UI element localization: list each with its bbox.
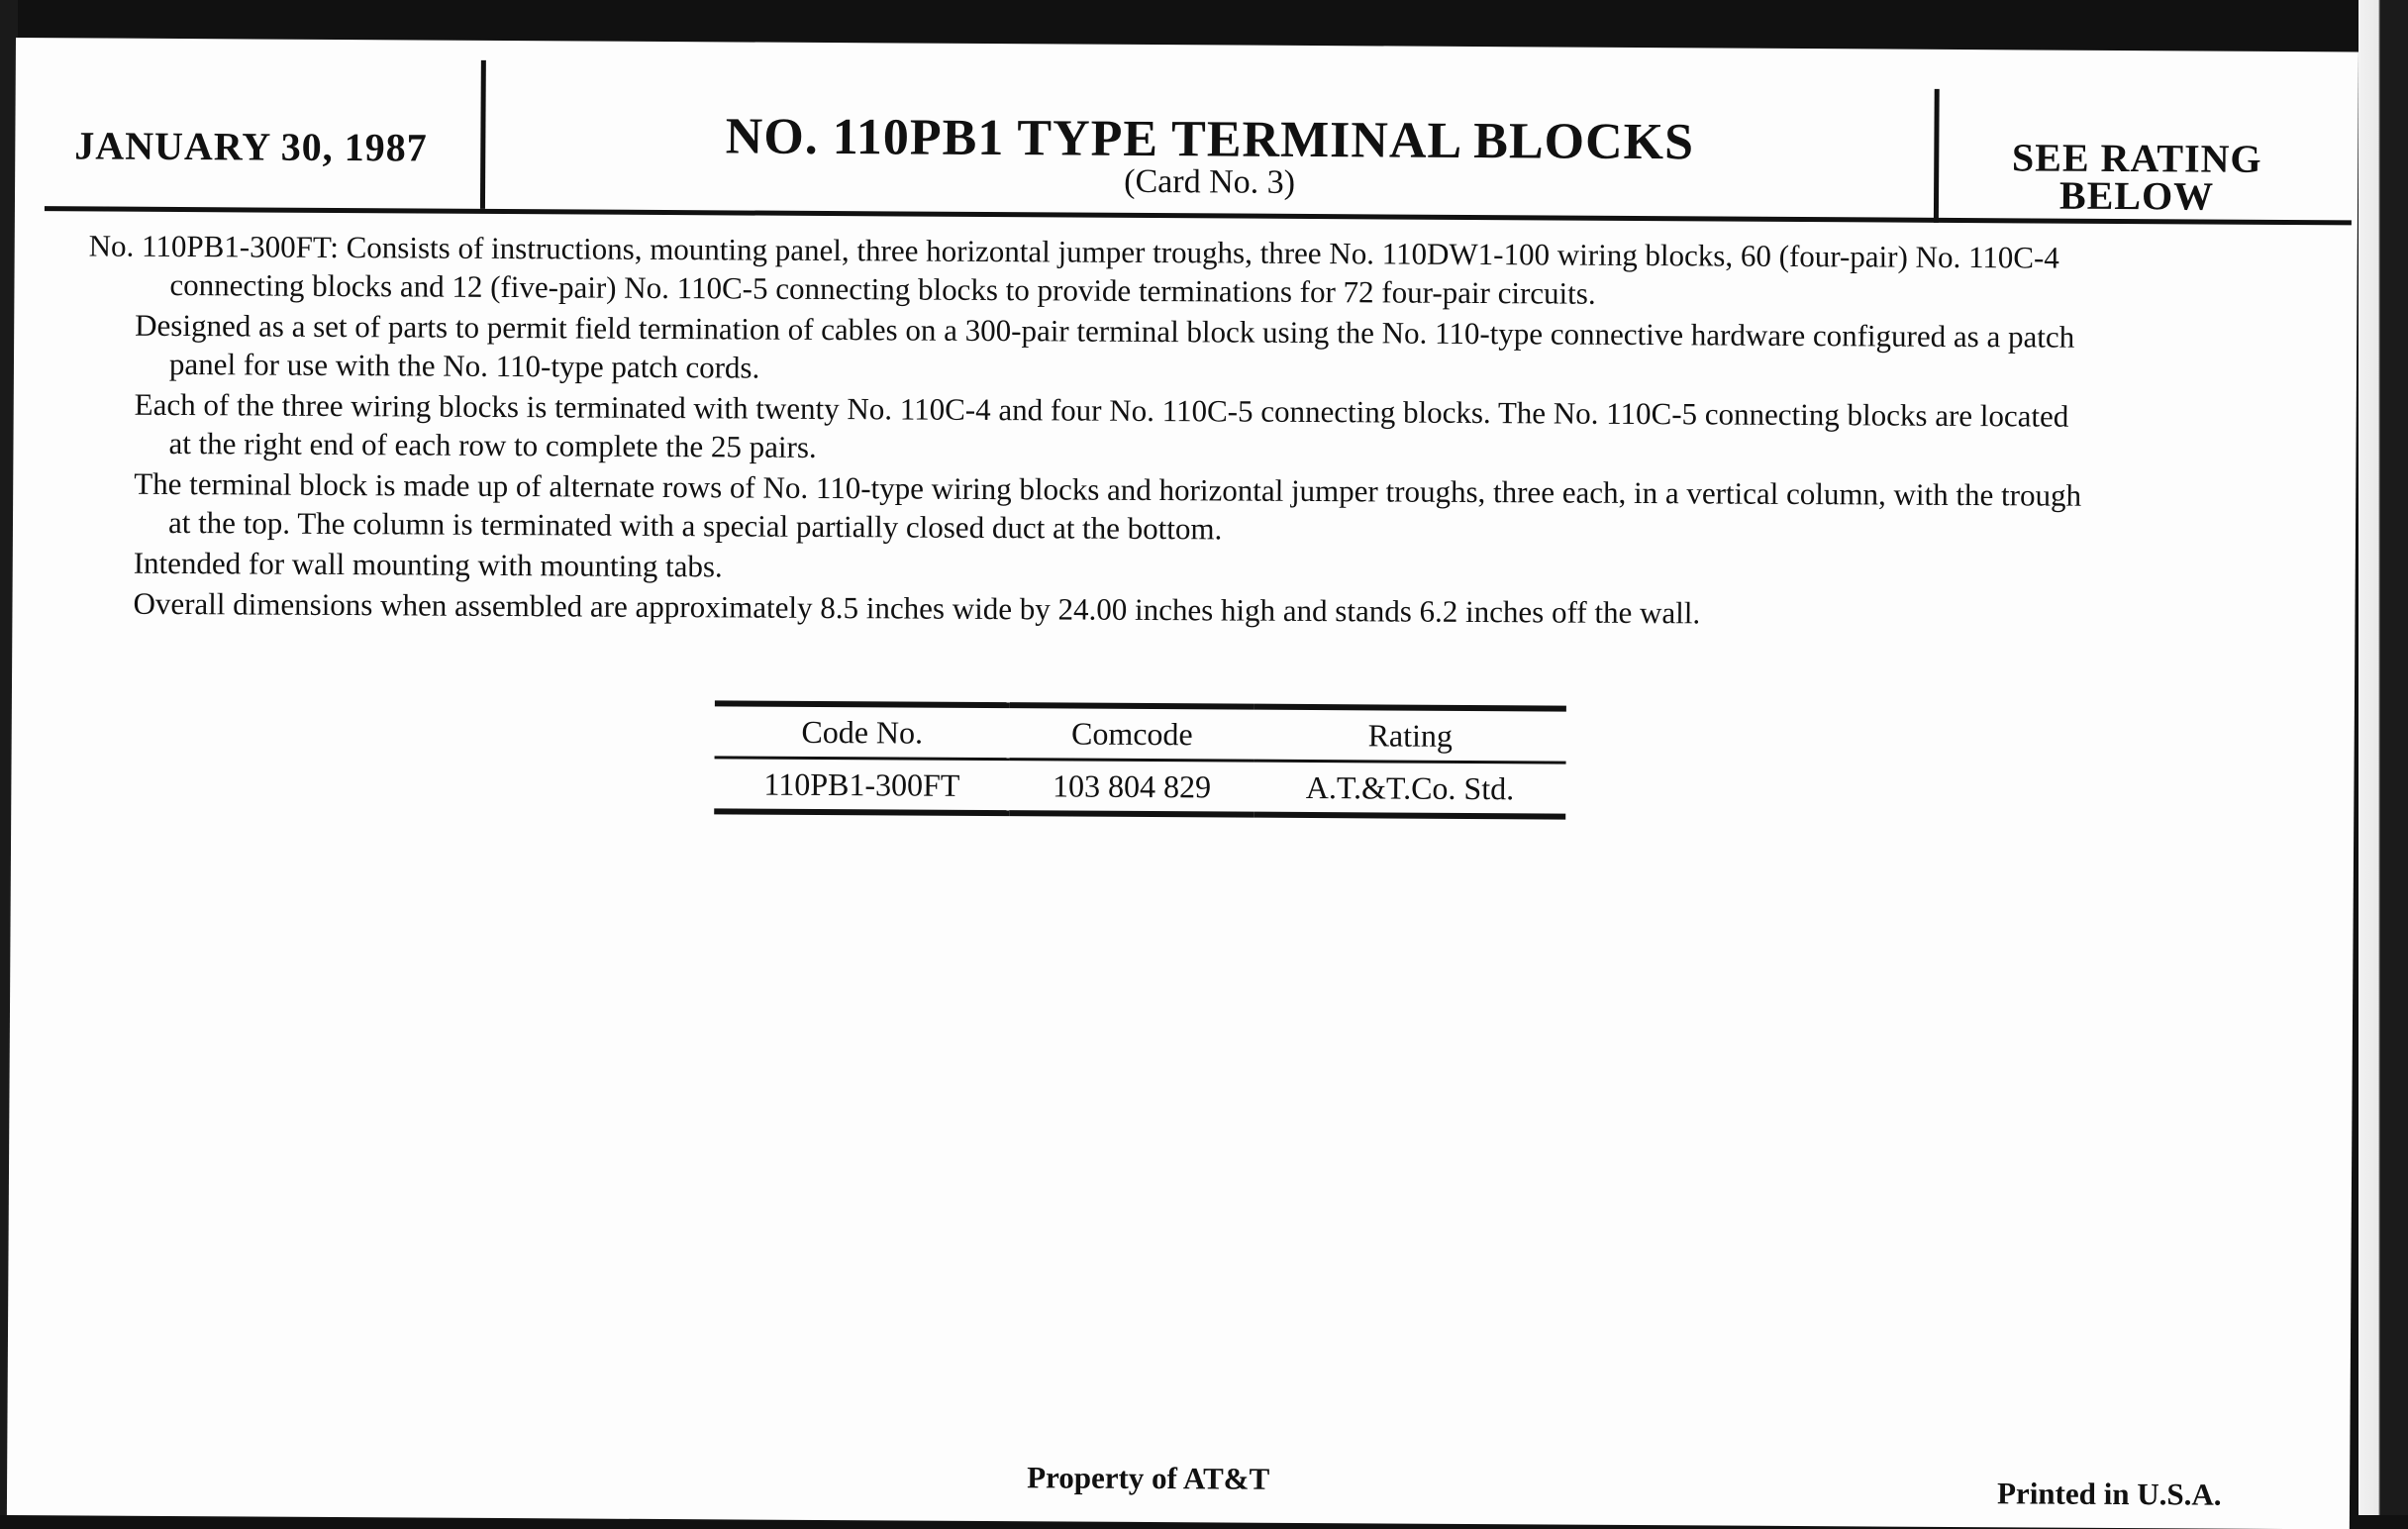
header-rating-line1: SEE RATING [2011, 135, 2262, 181]
footer-printed: Printed in U.S.A. [1996, 1476, 2222, 1512]
table-cell-comcode: 103 804 829 [1052, 766, 1212, 804]
paragraph-wiring-blocks [87, 384, 2315, 475]
paragraph-lead: Each of the three wiring blocks is terminated with twenty No. 110C-4 and four No. 110C-5 connecting blocks. The No. 110C-5 connecting blocks are located [134, 386, 2069, 434]
footer-property: Property of AT&T [1027, 1460, 1270, 1496]
paragraph-continuation: at the right end of each row to complete the 25 pairs. [168, 425, 817, 464]
table-row [714, 758, 1565, 817]
paragraph-continuation: panel for use with the No. 110-type patch cords. [168, 346, 760, 385]
paragraph-continuation: at the top. The column is terminated with a special partially closed duct at the bottom. [167, 504, 1223, 547]
table-header-row [715, 703, 1566, 763]
table-header-code: Code No. [801, 713, 924, 751]
table-header-rating: Rating [1367, 716, 1454, 754]
document-card [7, 38, 2358, 1529]
paragraph-consists [88, 226, 2316, 317]
paragraph-continuation: connecting blocks and 12 (five-pair) No. 110C-5 connecting blocks to provide terminations for 72 four-pair circuits. [169, 266, 1596, 311]
paragraph-terminal-block [87, 463, 2315, 555]
code-table [714, 700, 1566, 819]
paragraph-designed [88, 305, 2316, 396]
header-subtitle: (Card No. 3) [1124, 162, 1296, 201]
table-header-comcode: Comcode [1070, 715, 1193, 752]
description-body [86, 226, 2316, 638]
paragraph-lead: Intended for wall mounting with mounting tabs. [133, 545, 723, 584]
header-rating [1939, 135, 2335, 219]
header-rating-line2: BELOW [2058, 172, 2215, 219]
paragraph-lead: No. 110PB1-300FT: Consists of instructions, mounting panel, three horizontal jumper troughs, three No. 110DW1-100 wiring blocks, 60 (four-pair) No. 110C-4 [88, 228, 2059, 275]
header-date: JANUARY 30, 1987 [74, 123, 428, 170]
paragraph-lead: The terminal block is made up of alternate rows of No. 110-type wiring blocks and horizontal jumper troughs, three each, in a vertical column, with the trough [134, 465, 2082, 513]
paragraph-lead: Overall dimensions when assembled are approximately 8.5 inches wide by 24.00 inches high and stands 6.2 inches off the wall. [133, 585, 1701, 631]
table-cell-code: 110PB1-300FT [763, 765, 960, 803]
scan-border-right [2358, 0, 2408, 1515]
header-title: NO. 110PB1 TYPE TERMINAL BLOCKS [725, 108, 1695, 171]
card-header [45, 38, 2353, 225]
paragraph-lead: Designed as a set of parts to permit field termination of cables on a 300-pair terminal block using the No. 110-type connective hardware configured as a patch [135, 307, 2075, 355]
table-cell-rating: A.T.&T.Co. Std. [1305, 768, 1515, 806]
